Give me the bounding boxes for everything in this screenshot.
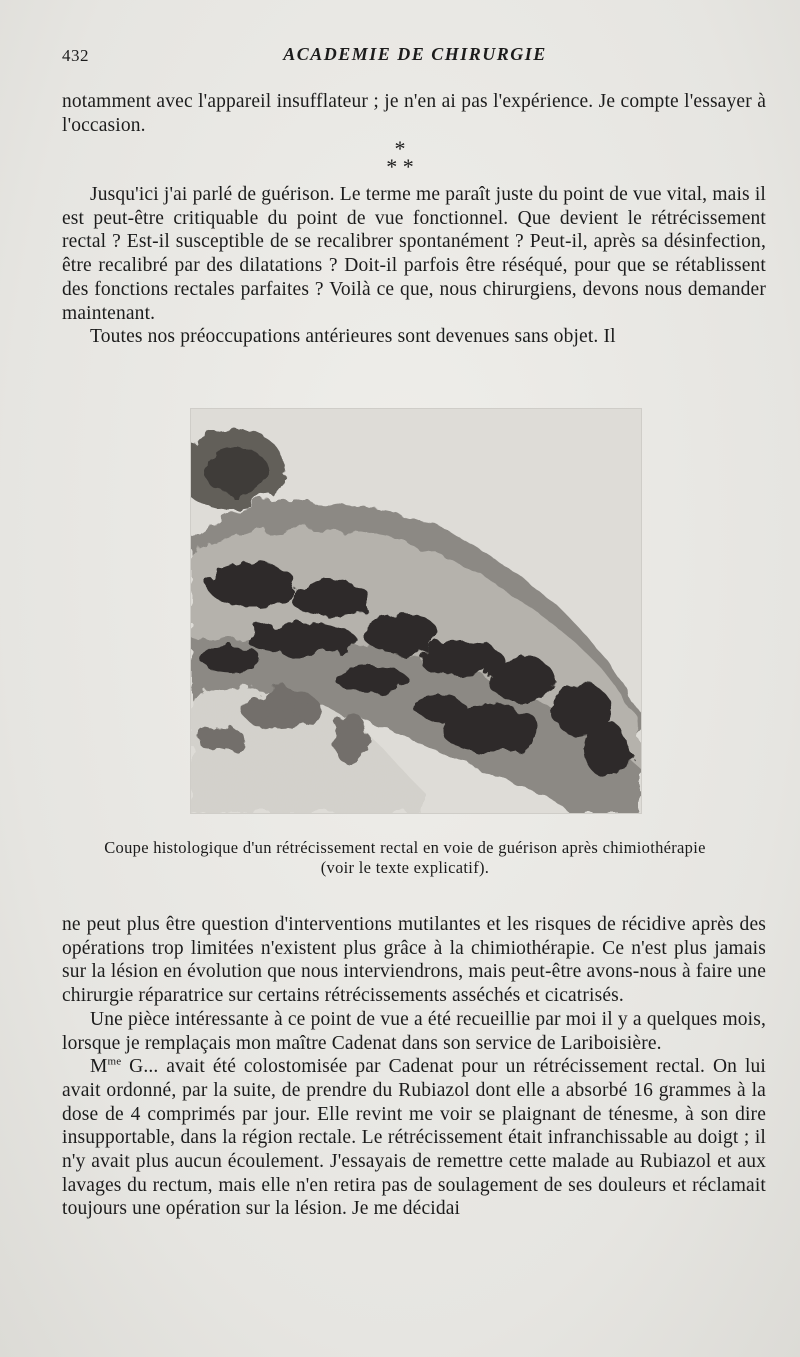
asterism-bottom: * *	[386, 154, 414, 179]
paragraph-continuation: notamment avec l'appareil insufflateur ; je n'en ai pas l'expérience. Je compte l'essayer à l'occasion.	[62, 91, 766, 136]
text-block-top	[62, 90, 766, 137]
caption-line-2: (voir le texte explicatif).	[320, 858, 490, 877]
paragraph-case-report	[62, 1055, 766, 1221]
page-number: 432	[62, 46, 89, 65]
running-title: ACADEMIE DE CHIRURGIE	[283, 44, 547, 64]
text-block-middle	[62, 183, 766, 349]
paragraph-guerison: Jusqu'ici j'ai parlé de guérison. Le terme me paraît juste du point de vue vital, mais il est peut-être critiquable du point de vue fonctionnel. Que devient le rétrécissement rectal ? Est-il susceptible de se recalibrer spontanément ? Peut-il, après sa désinfection, être recalibré par des dilatations ? Doit-il parfois être réséqué, pour que se rétablissent des fonctions rectales parfaites ? Voilà ce que, nous chirurgiens, devons nous demander maintenant.	[62, 184, 766, 324]
section-asterism	[0, 136, 800, 179]
histology-image	[191, 409, 641, 813]
paragraph-chimiotherapie: ne peut plus être question d'interventions mutilantes et les risques de récidive après des opérations trop limitées n'existent plus grâce à la chimiothérapie. Ce n'est plus jamais sur la lésion en évolution que nous interviendrons, mais peut-être avons-nous à faire une chirurgie réparatrice sur certains rétrécissements asséchés et cicatrisés.	[62, 914, 766, 1007]
caption-line-1: Coupe histologique d'un rétrécissement rectal en voie de guérison après chimiothérapie	[104, 838, 706, 857]
page-header	[62, 42, 768, 68]
case-report-text: G... avait été colostomisée par Cadenat pour un rétrécissement rectal. On lui avait ordonné, par la suite, de prendre du Rubiazol dont elle a absorbé 16 grammes à la dose de 4 comprimés par jour. Elle revint me voir se plaignant de ténesme, à son dire insupportable, dans la région rectale. Le rétrécissement était infranchissable au doigt ; il n'y avait plus aucun écoulement. J'essayais de remettre cette malade au Rubiazol et aux lavages du rectum, mais elle n'en retira pas de soulagement de ses douleurs et réclamait toujours une opération sur la lésion. Je me décidai	[62, 1056, 766, 1220]
asterism-top: *	[394, 136, 406, 161]
figure-caption	[40, 838, 770, 878]
histology-figure	[190, 408, 642, 814]
paragraph-piece-interessante: Une pièce intéressante à ce point de vue a été recueillie par moi il y a quelques mois, lorsque je remplaçais mon maître Cadenat dans son service de Lariboisière.	[62, 1008, 766, 1054]
honorific-lead: M	[90, 1056, 108, 1078]
grain-overlay	[191, 409, 641, 813]
text-block-bottom	[62, 913, 766, 1221]
honorific-superscript: me	[107, 1055, 122, 1068]
paragraph-preoccupations: Toutes nos préoccupations antérieures sont devenues sans objet. Il	[90, 326, 616, 348]
